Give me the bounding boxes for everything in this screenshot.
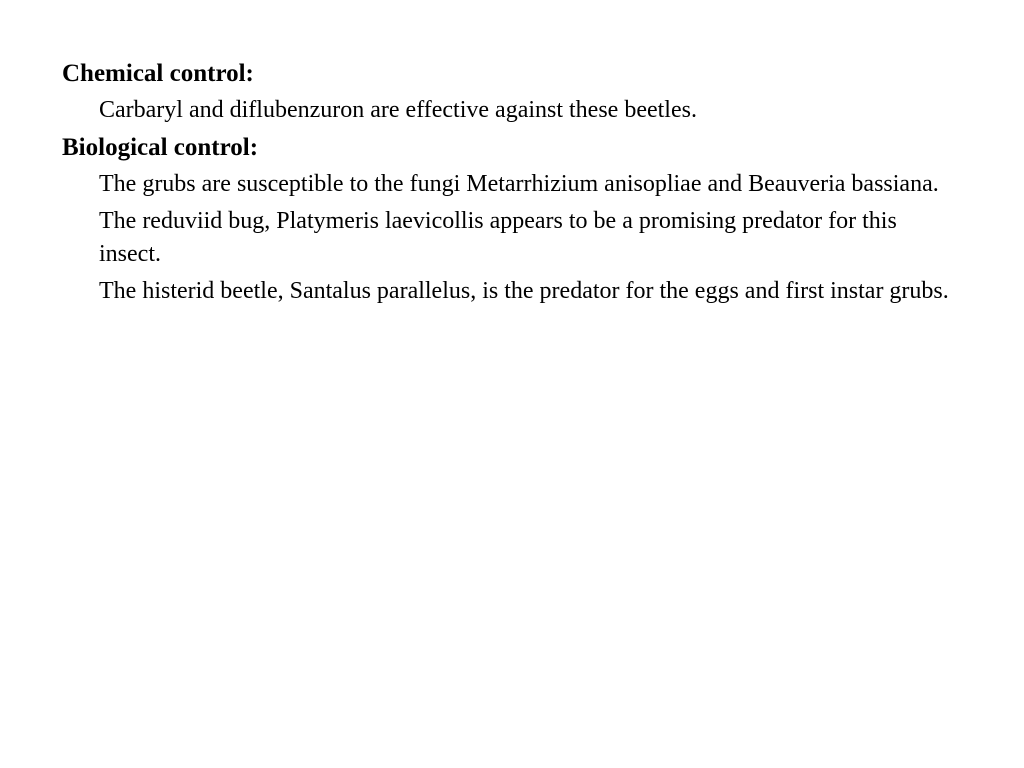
- biological-control-item-fungi: The grubs are susceptible to the fungi Metarrhizium anisopliae and Beauveria bassiana.: [99, 171, 939, 197]
- biological-control-item-histerid: The histerid beetle, Santalus parallelus, is the predator for the eggs and first instar grubs.: [99, 278, 949, 304]
- biological-control-heading: Biological control:: [62, 134, 259, 161]
- chemical-control-heading: Chemical control:: [62, 60, 254, 87]
- biological-control-item-reduviid: The reduviid bug, Platymeris laevicollis appears to be a promising predator for this insect.: [99, 208, 897, 267]
- chemical-control-item: Carbaryl and diflubenzuron are effective against these beetles.: [99, 97, 697, 123]
